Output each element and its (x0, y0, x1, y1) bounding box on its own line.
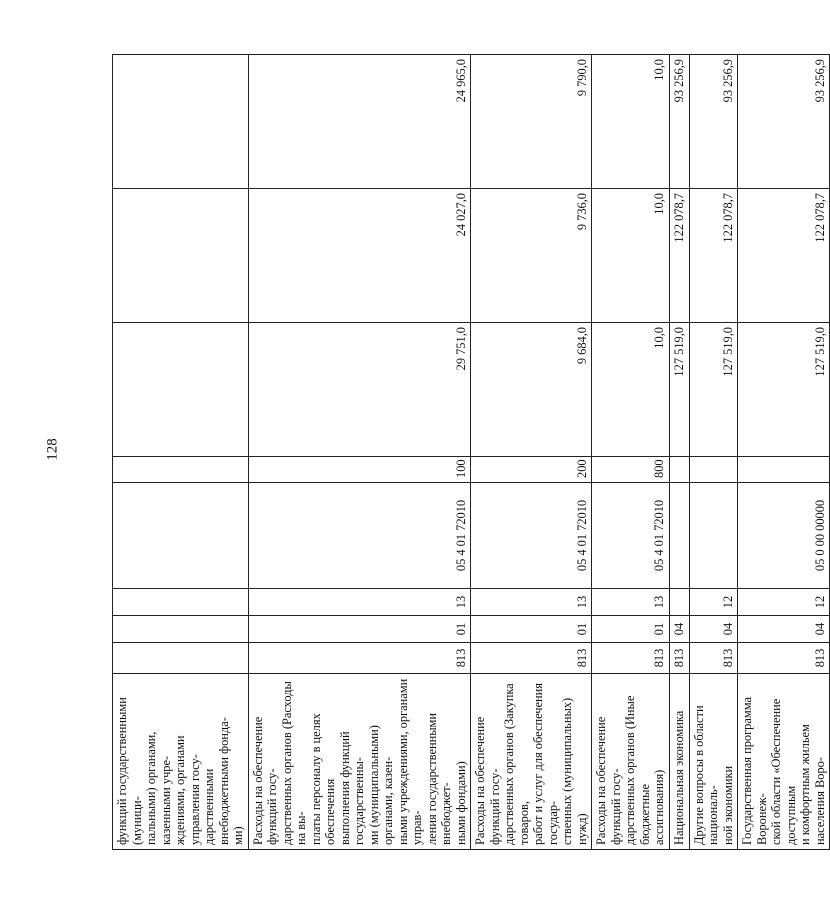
page-number: 128 (44, 438, 61, 461)
section-code: 04 (689, 616, 738, 643)
table-row (669, 55, 689, 850)
expense-type-code (738, 457, 830, 483)
expense-name: Расходы на обеспечение функций госу- дарственных органов (Расходы на вы- платы персоналу в целях обеспечения выполнения функций государственны- ми (муниципальными) органами, казен- ными учреждениями, органами управ- ления государственными внебюджет- ными фондами) (248, 674, 471, 850)
target-article-code: 05 0 00 00000 (738, 483, 830, 589)
expense-type-code: 100 (248, 457, 471, 483)
target-article-code (113, 483, 249, 589)
amount-year-2: 24 027,0 (248, 189, 471, 323)
subsection-code (113, 589, 249, 616)
subsection-code: 12 (738, 589, 830, 616)
expense-name: Национальная экономика (669, 674, 689, 850)
expense-type-code (669, 457, 689, 483)
ministry-code: 813 (248, 643, 471, 674)
amount-year-3: 10,0 (592, 55, 670, 189)
amount-year-2: 122 078,7 (669, 189, 689, 323)
table-row (689, 55, 738, 850)
ministry-code: 813 (738, 643, 830, 674)
ministry-code (113, 643, 249, 674)
target-article-code: 05 4 01 72010 (471, 483, 592, 589)
expense-name: Расходы на обеспечение функций госу- дарственных органов (Иные бюджетные ассигнования) (592, 674, 670, 850)
budget-table (112, 54, 830, 850)
amount-year-1: 29 751,0 (248, 323, 471, 457)
target-article-code (689, 483, 738, 589)
section-code: 01 (471, 616, 592, 643)
subsection-code: 13 (592, 589, 670, 616)
amount-year-1: 127 519,0 (689, 323, 738, 457)
section-code: 01 (248, 616, 471, 643)
section-code (113, 616, 249, 643)
amount-year-1: 127 519,0 (669, 323, 689, 457)
subsection-code (669, 589, 689, 616)
amount-year-3 (113, 55, 249, 189)
expense-type-code (689, 457, 738, 483)
amount-year-3: 24 965,0 (248, 55, 471, 189)
amount-year-3: 93 256,9 (738, 55, 830, 189)
expense-name: Расходы на обеспечение функций госу- дарственных органов (Закупка товаров, работ и услуг для обеспечения государ- ственных (муниципальных) нужд) (471, 674, 592, 850)
amount-year-2: 122 078,7 (689, 189, 738, 323)
amount-year-2: 9 736,0 (471, 189, 592, 323)
target-article-code: 05 4 01 72010 (248, 483, 471, 589)
target-article-code (669, 483, 689, 589)
amount-year-3: 93 256,9 (669, 55, 689, 189)
section-code: 01 (592, 616, 670, 643)
amount-year-2: 122 078,7 (738, 189, 830, 323)
expense-name: Государственная программа Воронеж- ской области «Обеспечение доступным и комфортным жильем населения Воро- (738, 674, 830, 850)
amount-year-1 (113, 323, 249, 457)
amount-year-1: 9 684,0 (471, 323, 592, 457)
expense-name: Другие вопросы в области националь- ной экономики (689, 674, 738, 850)
expense-type-code: 800 (592, 457, 670, 483)
ministry-code: 813 (592, 643, 670, 674)
expense-type-code: 200 (471, 457, 592, 483)
table-row (471, 55, 592, 850)
target-article-code: 05 4 01 72010 (592, 483, 670, 589)
amount-year-1: 127 519,0 (738, 323, 830, 457)
section-code: 04 (669, 616, 689, 643)
table-row (738, 55, 830, 850)
expense-type-code (113, 457, 249, 483)
ministry-code: 813 (689, 643, 738, 674)
amount-year-3: 9 790,0 (471, 55, 592, 189)
amount-year-1: 10,0 (592, 323, 670, 457)
amount-year-2: 10,0 (592, 189, 670, 323)
amount-year-3: 93 256,9 (689, 55, 738, 189)
table-row (113, 55, 249, 850)
table-row (248, 55, 471, 850)
ministry-code: 813 (669, 643, 689, 674)
ministry-code: 813 (471, 643, 592, 674)
section-code: 04 (738, 616, 830, 643)
subsection-code: 13 (471, 589, 592, 616)
subsection-code: 13 (248, 589, 471, 616)
table-row (592, 55, 670, 850)
subsection-code: 12 (689, 589, 738, 616)
expense-name: функций государственными (муници- пальными) органами, казенными учре- ждениями, органами управления госу- дарственными внебюджетными фонда- ми) (113, 674, 249, 850)
budget-table-container (112, 55, 827, 850)
amount-year-2 (113, 189, 249, 323)
